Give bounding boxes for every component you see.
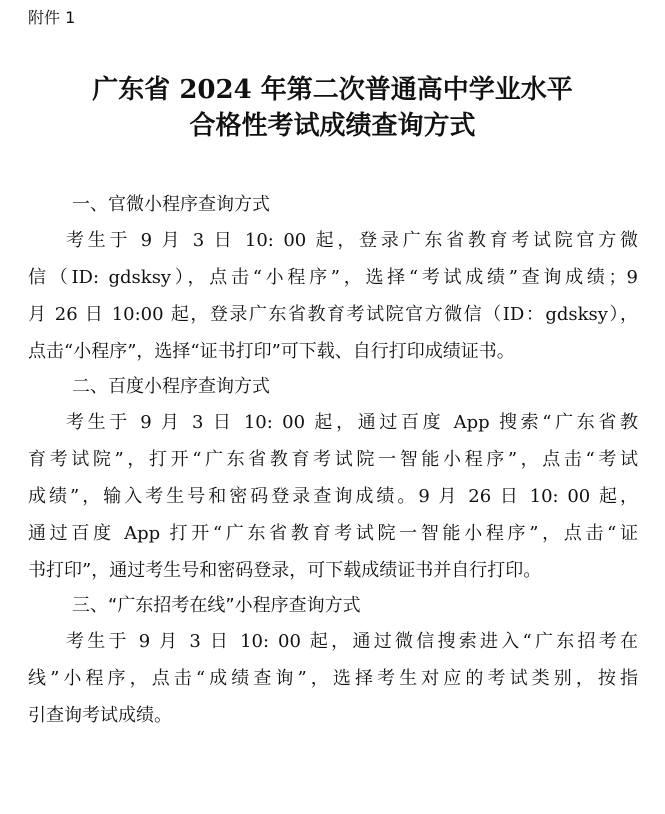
- section-paragraph-wechat: [28, 222, 638, 370]
- document-title: [0, 72, 665, 144]
- paragraph-line: 月 26 日 10:00 起，登录广东省教育考试院官方微信（ID：gdsksy），: [28, 304, 638, 325]
- section-heading-baidu: 二、百度小程序查询方式: [72, 376, 270, 397]
- paragraph-line: 育考试院”，打开“广东省教育考试院一智能小程序”，点击“考试: [28, 449, 638, 470]
- paragraph-line: 书打印”，通过考生号和密码登录，可下载成绩证书并自行打印。: [28, 560, 542, 581]
- paragraph-line: 线”小程序，点击“成绩查询”，选择考生对应的考试类别，按指: [28, 668, 638, 689]
- section-paragraph-baidu: [28, 404, 638, 589]
- document-body: [28, 188, 638, 734]
- paragraph-line: 考生于 9 月 3 日 10: 00 起，登录广东省教育考试院官方微: [66, 230, 638, 251]
- paragraph-line: 信（ID: gdsksy），点击“小程序”，选择“考试成绩”查询成绩；9: [28, 267, 638, 288]
- paragraph-line: 点击“小程序”，选择“证书打印”可下载、自行打印成绩证书。: [28, 341, 515, 362]
- section-heading-wechat: 一、官微小程序查询方式: [72, 194, 270, 215]
- title-line-2: 合格性考试成绩查询方式: [189, 111, 476, 141]
- section-paragraph-gdzk: [28, 623, 638, 734]
- paragraph-line: 考生于 9 月 3 日 10: 00 起，通过微信搜索进入“广东招考在: [66, 631, 638, 652]
- title-line-1: 广东省 2024 年第二次普通高中学业水平: [92, 75, 573, 105]
- paragraph-line: 引查询考试成绩。: [28, 705, 172, 726]
- paragraph-line: 考生于 9 月 3 日 10: 00 起，通过百度 App 搜索“广东省教: [66, 412, 638, 433]
- section-heading-gdzk: 三、“广东招考在线”小程序查询方式: [72, 595, 361, 616]
- paragraph-line: 通过百度 App 打开“广东省教育考试院一智能小程序”，点击“证: [28, 523, 638, 544]
- attachment-label: 附件 1: [28, 8, 76, 27]
- paragraph-line: 成绩”，输入考生号和密码登录查询成绩。9 月 26 日 10: 00 起，: [28, 486, 638, 507]
